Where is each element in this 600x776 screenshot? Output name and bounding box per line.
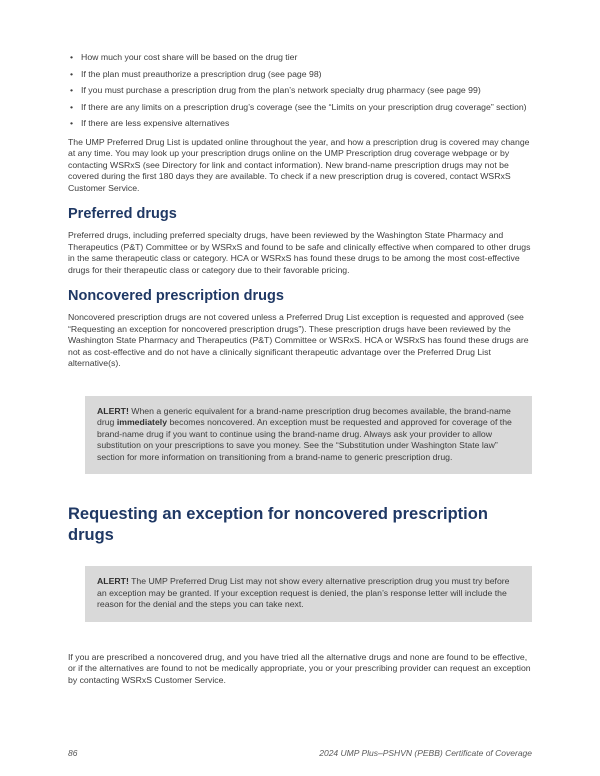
bullet-text: How much your cost share will be based on the drug tier — [81, 52, 298, 62]
intro-paragraph: The UMP Preferred Drug List is updated online throughout the year, and how a prescription drug is covered may change at any time. You may look up your prescription drugs online on the UMP Prescription drug coverage webpage or by contacting WSRxS (see Directory for link and contact information). New brand-name prescription drugs may not be covered during the first 180 days they are available. To check if a new prescription drug is covered, contact WSRxS Customer Service. — [68, 136, 530, 193]
bullet-text: If you must purchase a prescription drug from the plan’s network specialty drug pharmacy (see page 99) — [81, 85, 481, 95]
alert-text-part: becomes noncovered. An exception must be requested and approved for coverage of the brand-name drug if you want to continue using the brand-name drug. Always ask your provider to allow substitution on your prescriptions to save you money. See the “Substitution under Washington State law” section for more information on transitioning from a brand-name to generic prescription drug. — [97, 417, 512, 462]
bullet-text: If there are any limits on a prescription drug’s coverage (see the “Limits on your prescription drug coverage” section) — [81, 101, 527, 112]
bullet-marker: • — [70, 118, 74, 128]
alert-text — [97, 576, 520, 611]
heading-requesting-exception: Requesting an exception for noncovered prescription drugs — [68, 505, 488, 544]
bullet-marker: • — [70, 101, 74, 112]
bullet-text: If there are less expensive alternatives — [81, 118, 230, 128]
page-footer — [68, 748, 532, 759]
alert-text-part: When a generic equivalent for a brand-name prescription drug becomes available, the brand-name drug — [97, 405, 511, 427]
preferred-drugs-paragraph: Preferred drugs, including preferred specialty drugs, have been reviewed by the Washington State Pharmacy and Therapeutics (P&T) Committee or by WSRxS and found to be safe and clinically effective when compared to other drugs in the same therapeutic class or category. HCA or WSRxS has found these drugs to be among the most cost-effective drugs for their therapeutic class or category due to their favorable pricing. — [68, 230, 531, 275]
alert-text — [97, 406, 520, 464]
heading-noncovered-drugs: Noncovered prescription drugs — [68, 288, 284, 304]
closing-paragraph: If you are prescribed a noncovered drug, and you have tried all the alternative drugs and none are found to be effective, or if the alternatives are found to not be medically appropriate, you or your prescribing provider can request an exception by contacting WSRxS Customer Service. — [68, 651, 531, 685]
bullet-marker: • — [70, 52, 74, 62]
heading-preferred-drugs: Preferred drugs — [68, 206, 177, 222]
alert-box-exception — [85, 566, 532, 622]
page-number: 86 — [68, 748, 78, 758]
bullet-item — [70, 102, 532, 114]
bullet-item — [70, 118, 532, 130]
alert-text-part: The UMP Preferred Drug List may not show every alternative prescription drug you must try before an exception may be granted. If your exception request is denied, the plan’s response letter will include the reason for the denial and the steps you can take next. — [97, 576, 510, 609]
bullet-marker: • — [70, 68, 74, 79]
alert-bold-word: immediately — [116, 417, 168, 427]
bullet-list — [68, 52, 532, 130]
alert-label: ALERT! — [97, 576, 129, 586]
bullet-marker: • — [70, 85, 74, 95]
bullet-item — [70, 69, 532, 81]
footer-doc-title: 2024 UMP Plus–PSHVN (PEBB) Certificate of Coverage — [319, 748, 532, 758]
noncovered-drugs-paragraph: Noncovered prescription drugs are not covered unless a Preferred Drug List exception is requested and approved (see “Requesting an exception for noncovered prescription drugs”). These prescription drugs have been reviewed by the Washington State Pharmacy and Therapeutics (P&T) Committee or WSRxS. HCA or WSRxS has found these drugs are not as cost-effective and do not have a clinically significant therapeutic advantage over the Preferred Drug List alternative(s). — [68, 312, 529, 368]
bullet-item — [70, 52, 532, 64]
bullet-item — [70, 85, 532, 97]
bullet-text: If the plan must preauthorize a prescription drug (see page 98) — [81, 68, 322, 79]
alert-label: ALERT! — [97, 405, 129, 416]
alert-box-brand-generic — [85, 396, 532, 475]
